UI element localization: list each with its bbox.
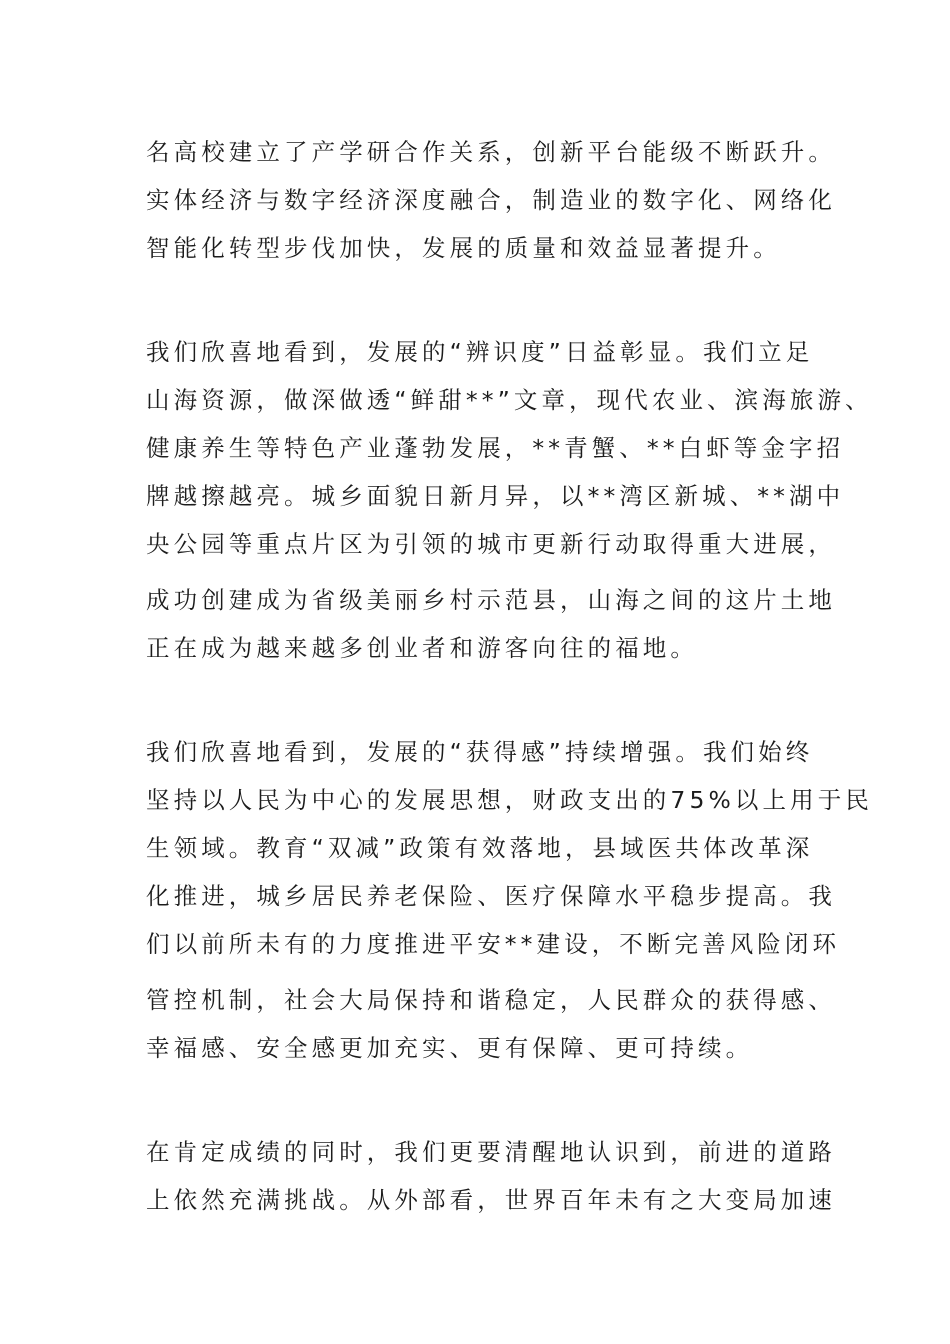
text-line: 我们欣喜地看到，发展的“获得感”持续增强。我们始终 [146,738,814,766]
text-line: 在肯定成绩的同时，我们更要清醒地认识到，前进的道路 [146,1138,836,1166]
text-line: 央公园等重点片区为引领的城市更新行动取得重大进展， [146,530,836,558]
text-line: 正在成为越来越多创业者和游客向往的福地。 [146,634,698,662]
text-line: 上依然充满挑战。从外部看，世界百年未有之大变局加速 [146,1186,836,1214]
text-line: 化推进，城乡居民养老保险、医疗保障水平稳步提高。我 [146,882,836,910]
text-line: 生领域。教育“双减”政策有效落地，县域医共体改革深 [146,834,814,862]
text-line: 名高校建立了产学研合作关系，创新平台能级不断跃升。 [146,138,836,166]
text-line: 我们欣喜地看到，发展的“辨识度”日益彰显。我们立足 [146,338,814,366]
text-line: 实体经济与数字经济深度融合，制造业的数字化、网络化 [146,186,836,214]
text-line: 牌越擦越亮。城乡面貌日新月异，以**湾区新城、**湖中 [146,482,845,510]
text-line: 智能化转型步伐加快，发展的质量和效益显著提升。 [146,234,781,262]
text-line: 幸福感、安全感更加充实、更有保障、更可持续。 [146,1034,754,1062]
text-line: 山海资源，做深做透“鲜甜**”文章，现代农业、滨海旅游、 [146,386,873,414]
text-line: 健康养生等特色产业蓬勃发展，**青蟹、**白虾等金字招 [146,434,845,462]
text-line: 坚持以人民为中心的发展思想，财政支出的75%以上用于民 [146,786,873,814]
text-line: 管控机制，社会大局保持和谐稳定，人民群众的获得感、 [146,986,836,1014]
text-line: 成功创建成为省级美丽乡村示范县，山海之间的这片土地 [146,586,836,614]
text-line: 们以前所未有的力度推进平安**建设，不断完善风险闭环 [146,930,841,958]
